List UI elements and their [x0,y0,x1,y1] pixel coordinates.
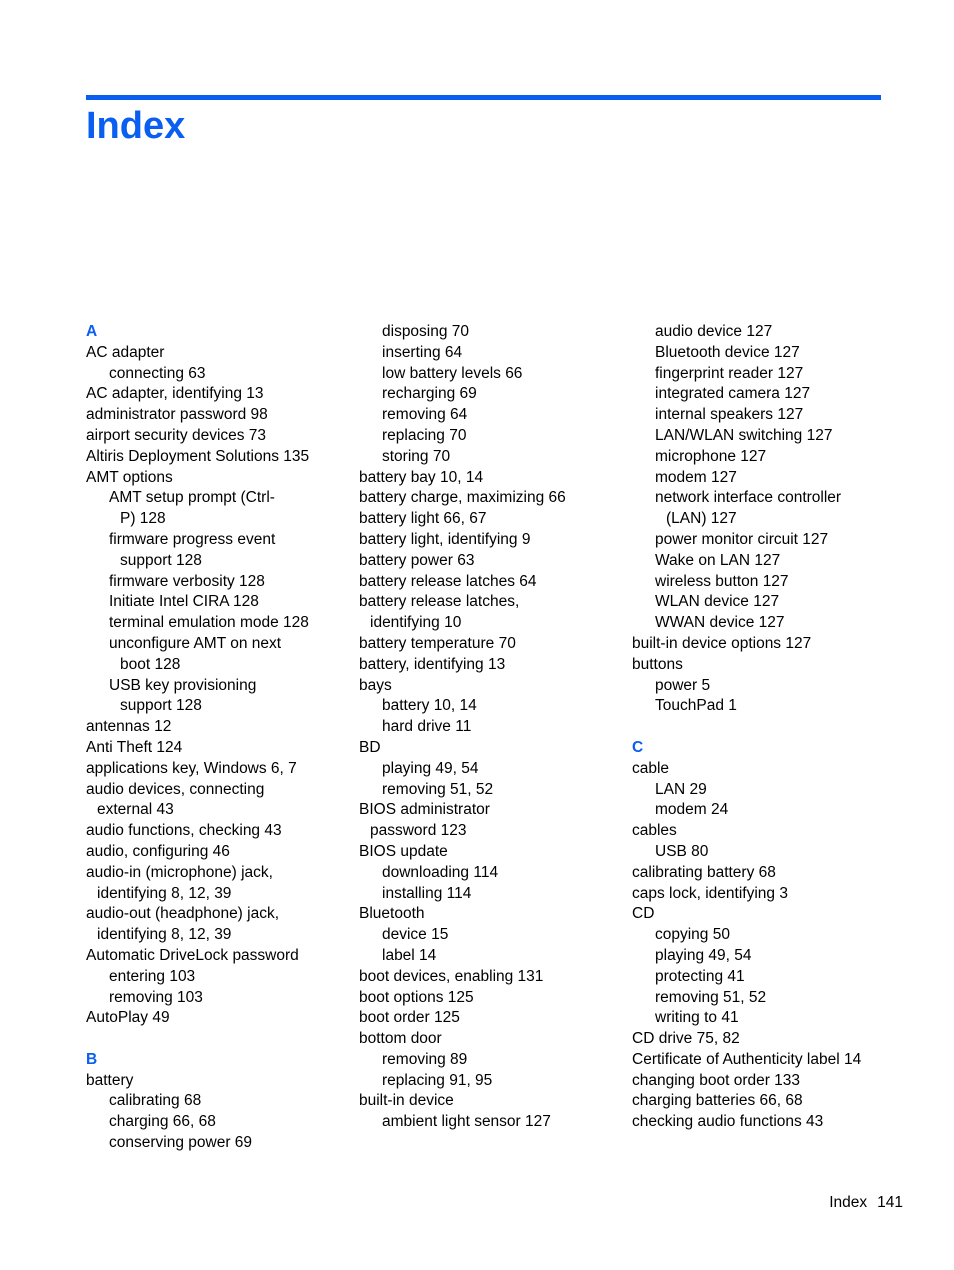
index-entry: Altiris Deployment Solutions 135 [86,447,310,465]
footer-label: Index [829,1194,868,1211]
index-subentry: inserting 64 [382,343,463,361]
index-entry: battery [86,1071,134,1089]
index-entry: Certificate of Authenticity label 14 [632,1050,862,1068]
index-entry: bays [359,676,392,694]
index-subentry: removing 51, 52 [655,988,767,1006]
index-entry: boot order 125 [359,1009,460,1027]
index-entry: battery bay 10, 14 [359,468,484,486]
index-entry: bottom door [359,1030,442,1048]
index-entry-continuation: external 43 [97,801,174,819]
index-subentry: firmware verbosity 128 [109,572,265,590]
index-subentry: ambient light sensor 127 [382,1113,551,1131]
index-entry-continuation: support 128 [120,551,202,569]
title-rule [86,95,881,100]
section-letter: A [86,323,98,340]
index-entry: administrator password 98 [86,406,268,424]
index-entry: AC adapter [86,343,165,361]
index-subentry: audio device 127 [655,323,773,340]
index-entry: BD [359,738,381,756]
index-subentry: TouchPad 1 [655,697,737,715]
index-entry: cables [632,822,677,840]
index-entry: audio functions, checking 43 [86,822,282,840]
index-entry: built-in device options 127 [632,634,812,652]
index-entry: buttons [632,655,683,673]
index-subentry: microphone 127 [655,447,767,465]
index-entry: audio, configuring 46 [86,842,230,860]
index-subentry: USB 80 [655,842,709,860]
index-entry: CD [632,905,655,923]
index-entry: BIOS administrator [359,801,490,819]
index-entry: audio devices, connecting [86,780,265,798]
index-entry: calibrating battery 68 [632,863,776,881]
index-column-2 [359,322,624,1133]
index-entry: checking audio functions 43 [632,1113,824,1131]
index-entry: battery power 63 [359,551,475,569]
index-entry-continuation: support 128 [120,697,202,715]
index-entry: battery light, identifying 9 [359,530,531,548]
index-entry: battery charge, maximizing 66 [359,489,566,507]
index-subentry: AMT setup prompt (Ctrl- [109,489,275,507]
index-subentry: wireless button 127 [655,572,789,590]
page-footer [829,1193,903,1213]
index-subentry: Initiate Intel CIRA 128 [109,593,259,611]
index-subentry: replacing 91, 95 [382,1071,493,1089]
index-subentry: internal speakers 127 [655,406,804,424]
index-subentry: conserving power 69 [109,1134,253,1152]
index-subentry: Wake on LAN 127 [655,551,781,569]
index-subentry: playing 49, 54 [655,946,752,964]
index-entry: battery temperature 70 [359,634,516,652]
index-entry: Automatic DriveLock password [86,946,299,964]
index-subentry: storing 70 [382,447,451,465]
index-entry: changing boot order 133 [632,1071,801,1089]
index-subentry: WLAN device 127 [655,593,780,611]
index-entry: airport security devices 73 [86,426,267,444]
index-subentry: removing 64 [382,406,468,424]
index-entry: Bluetooth [359,905,425,923]
index-subentry: hard drive 11 [382,718,472,736]
index-subentry: replacing 70 [382,426,467,444]
index-subentry: removing 51, 52 [382,780,494,798]
index-entry: built-in device [359,1092,454,1110]
page-title: Index [86,105,186,147]
index-subentry: entering 103 [109,967,196,985]
index-entry-continuation: (LAN) 127 [666,510,737,528]
index-entry-continuation: identifying 8, 12, 39 [97,884,232,902]
index-subentry: connecting 63 [109,364,206,382]
page-number: 141 [877,1194,903,1211]
index-subentry: USB key provisioning [109,676,257,694]
index-subentry: device 15 [382,926,449,944]
index-column-3 [632,322,892,1133]
index-entry: CD drive 75, 82 [632,1030,740,1048]
index-subentry: writing to 41 [655,1009,739,1027]
index-subentry: copying 50 [655,926,730,944]
index-subentry: label 14 [382,946,437,964]
index-subentry: disposing 70 [382,323,470,340]
section-spacer [632,717,892,738]
index-subentry: power monitor circuit 127 [655,530,829,548]
index-entry: boot options 125 [359,988,474,1006]
index-entry: AMT options [86,468,173,486]
index-entry: AC adapter, identifying 13 [86,385,264,403]
index-subentry: modem 24 [655,801,729,819]
index-subentry: integrated camera 127 [655,385,811,403]
section-spacer [86,1029,346,1050]
index-entry: antennas 12 [86,718,172,736]
index-entry: Anti Theft 124 [86,738,183,756]
index-entry-continuation: password 123 [370,822,467,840]
index-subentry: installing 114 [382,884,472,902]
index-entry: audio-out (headphone) jack, [86,905,280,923]
index-subentry: WWAN device 127 [655,614,785,632]
index-entry-continuation: identifying 10 [370,614,462,632]
index-entry: battery release latches 64 [359,572,537,590]
index-entry: applications key, Windows 6, 7 [86,759,297,777]
index-subentry: protecting 41 [655,967,745,985]
index-subentry: low battery levels 66 [382,364,523,382]
index-subentry: playing 49, 54 [382,759,479,777]
index-subentry: Bluetooth device 127 [655,343,800,361]
index-subentry: power 5 [655,676,711,694]
section-letter: B [86,1050,98,1068]
index-subentry: calibrating 68 [109,1092,202,1110]
index-entry: caps lock, identifying 3 [632,884,788,902]
index-subentry: charging 66, 68 [109,1113,216,1131]
index-subentry: recharging 69 [382,385,477,403]
index-entry: boot devices, enabling 131 [359,967,544,985]
index-subentry: battery 10, 14 [382,697,477,715]
section-letter: C [632,738,644,756]
index-entry-continuation: boot 128 [120,655,181,673]
index-column-1 [86,322,346,1154]
index-subentry: fingerprint reader 127 [655,364,804,382]
index-subentry: removing 103 [109,988,203,1006]
index-entry-continuation: P) 128 [120,510,166,528]
index-entry: battery, identifying 13 [359,655,506,673]
index-subentry: firmware progress event [109,530,276,548]
index-subentry: LAN 29 [655,780,707,798]
index-subentry: terminal emulation mode 128 [109,614,309,632]
index-subentry: unconfigure AMT on next [109,634,282,652]
index-subentry: modem 127 [655,468,737,486]
index-entry: battery release latches, [359,593,520,611]
index-subentry: downloading 114 [382,863,499,881]
index-entry: audio-in (microphone) jack, [86,863,273,881]
index-entry-continuation: identifying 8, 12, 39 [97,926,232,944]
index-entry: charging batteries 66, 68 [632,1092,803,1110]
index-entry: BIOS update [359,842,448,860]
index-entry: AutoPlay 49 [86,1009,170,1027]
index-subentry: LAN/WLAN switching 127 [655,426,833,444]
index-entry: cable [632,759,670,777]
index-subentry: network interface controller [655,489,842,507]
index-subentry: removing 89 [382,1050,468,1068]
index-entry: battery light 66, 67 [359,510,487,528]
